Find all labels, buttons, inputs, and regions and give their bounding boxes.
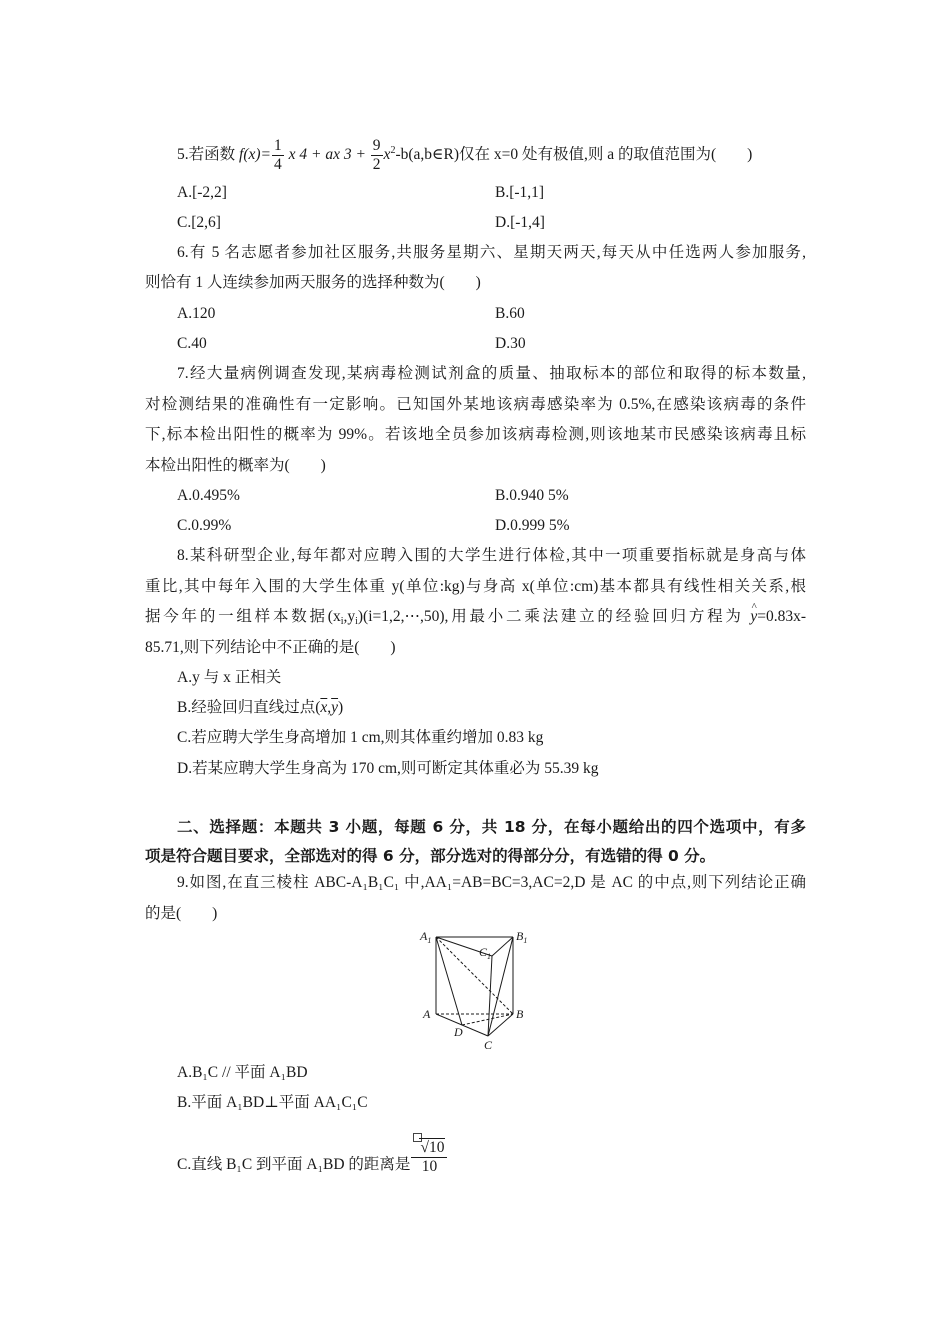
edge-b1c bbox=[488, 937, 513, 1036]
q6-option-a: A.120 bbox=[177, 305, 216, 322]
label-c1: $C_1$ bbox=[479, 945, 492, 961]
q5-frac2 bbox=[371, 137, 383, 174]
q9-option-c-den: 10 bbox=[421, 1158, 438, 1175]
q5-option-a: A.[-2,2] bbox=[177, 184, 227, 201]
q9-option-c-num-wrap bbox=[411, 1133, 447, 1158]
q6-line1: 6.有 5 名志愿者参加社区服务,共服务星期六、星期天两天,每天从中任选两人参加服务, bbox=[177, 244, 806, 261]
q8-line3-sub2: i bbox=[355, 616, 358, 627]
q8-line3-sub1: i bbox=[340, 616, 344, 627]
section2-line1: 二、选择题：本题共 3 小题，每题 6 分，共 18 分，在每小题给出的四个选项中，有多 bbox=[177, 818, 806, 836]
q8-option-b-sep: , bbox=[327, 699, 332, 716]
label-d: D bbox=[454, 1025, 463, 1039]
q7-option-d: D.0.999 5% bbox=[495, 517, 570, 534]
q8-option-d: D.若某应聘大学生身高为 170 cm,则可断定其体重必为 55.39 kg bbox=[177, 760, 599, 777]
label-c: C bbox=[484, 1038, 493, 1052]
q9-option-c bbox=[177, 1133, 448, 1176]
q9-option-c-frac bbox=[411, 1133, 447, 1176]
q5-option-c: C.[2,6] bbox=[177, 214, 221, 231]
q5-option-b: B.[-1,1] bbox=[495, 184, 545, 201]
q5-fx: f(x)= bbox=[239, 146, 271, 164]
q8-line2: 重比,其中每年入围的大学生体重 y(单位:kg)与身高 x(单位:cm)基本都具有线性相关关系,根 bbox=[145, 578, 806, 595]
q9-option-b: B.平面 A₁BD⊥平面 AA₁C₁C bbox=[177, 1094, 368, 1111]
q7-option-b: B.0.940 5% bbox=[495, 487, 569, 504]
edge-a1d bbox=[436, 937, 462, 1025]
label-a: A bbox=[423, 1007, 431, 1021]
q5-frac2-num: 9 bbox=[372, 137, 381, 154]
q7-line2: 对检测结果的准确性有一定影响。已知国外某地该病毒感染率为 0.5%,在感染该病毒的条件 bbox=[145, 396, 806, 413]
q6-option-c: C.40 bbox=[177, 335, 207, 352]
q8-option-b-prefix: B.经验回归直线过点( bbox=[177, 699, 321, 716]
q5-stem bbox=[177, 137, 752, 174]
q8-ybar: $\overline{y}$ bbox=[331, 699, 339, 716]
prism-figure bbox=[415, 925, 545, 1055]
q9-option-c-prefix: C.直线 B₁C 到平面 A₁BD 的距离是 bbox=[177, 1156, 411, 1173]
edge-b1c1 bbox=[492, 937, 513, 956]
q6-option-b: B.60 bbox=[495, 305, 525, 322]
q5-mid: x 4 + ax 3 + bbox=[284, 146, 370, 164]
q5-tail-x: x bbox=[383, 146, 391, 164]
q8-option-a: A.y 与 x 正相关 bbox=[177, 669, 282, 686]
q6-line2: 则恰有 1 人连续参加两天服务的选择种数为( ) bbox=[145, 274, 481, 291]
q8-line3 bbox=[145, 607, 806, 632]
q8-line3-a: 据今年的一组样本数据(x bbox=[145, 608, 341, 625]
q5-frac1-num: 1 bbox=[273, 137, 282, 154]
q9-line2: 的是( ) bbox=[145, 905, 218, 922]
label-b1: $B_1$ bbox=[516, 929, 528, 945]
q7-line4: 本检出阳性的概率为( ) bbox=[145, 457, 326, 474]
q7-option-a: A.0.495% bbox=[177, 487, 240, 504]
q5-tail-rest: -b(a,b∈R)仅在 x=0 处有极值,则 a 的取值范围为( ) bbox=[395, 146, 753, 164]
q9-option-c-num: √10 bbox=[420, 1139, 445, 1156]
q8-xbar: $\overline{x}$ bbox=[320, 699, 328, 716]
q8-line3-c: ,y bbox=[343, 608, 356, 625]
q7-option-c: C.0.99% bbox=[177, 517, 232, 534]
label-a1: $A_1$ bbox=[420, 929, 432, 945]
q5-tail-sup: 2 bbox=[390, 145, 396, 157]
q9-option-a: A.B₁C // 平面 A₁BD bbox=[177, 1064, 308, 1081]
q8-line4: 85.71,则下列结论中不正确的是( ) bbox=[145, 639, 396, 656]
edge-bc bbox=[488, 1014, 513, 1036]
edge-bd bbox=[462, 1014, 513, 1025]
q5-prefix: 5.若函数 bbox=[177, 146, 240, 164]
q6-option-d: D.30 bbox=[495, 335, 526, 352]
section2-line2: 项是符合题目要求，全部选对的得 6 分，部分选对的得部分分，有选错的得 0 分。 bbox=[145, 847, 716, 865]
q8-line1: 8.某科研型企业,每年都对应聘入围的大学生进行体检,其中一项重要指标就是身高与体 bbox=[177, 547, 806, 564]
q5-frac1 bbox=[272, 137, 284, 174]
q5-frac1-den: 4 bbox=[273, 156, 282, 173]
q8-option-c: C.若应聘大学生身高增加 1 cm,则其体重约增加 0.83 kg bbox=[177, 729, 544, 746]
q5-frac2-den: 2 bbox=[372, 156, 381, 173]
q8-yhat: ^ y bbox=[750, 607, 757, 627]
q8-option-b bbox=[177, 698, 343, 718]
q8-line3-e: )(i=1,2,⋯,50),用最小二乘法建立的经验回归方程为 bbox=[357, 608, 751, 625]
q5-option-d: D.[-1,4] bbox=[495, 214, 545, 231]
q7-line1: 7.经大量病例调查发现,某病毒检测试剂盒的质量、抽取标本的部位和取得的标本数量, bbox=[177, 365, 806, 382]
label-b: B bbox=[516, 1007, 524, 1021]
q7-line3: 下,标本检出阳性的概率为 99%。若该地全员参加该病毒检测,则该地某市民感染该病毒且标 bbox=[145, 426, 806, 443]
q8-option-b-suffix: ) bbox=[338, 699, 344, 716]
q9-line1: 9.如图,在直三棱柱 ABC-A₁B₁C₁ 中,AA₁=AB=BC=3,AC=2,D 是 AC 的中点,则下列结论正确 bbox=[177, 874, 806, 891]
q8-line3-g: =0.83x- bbox=[757, 608, 806, 625]
